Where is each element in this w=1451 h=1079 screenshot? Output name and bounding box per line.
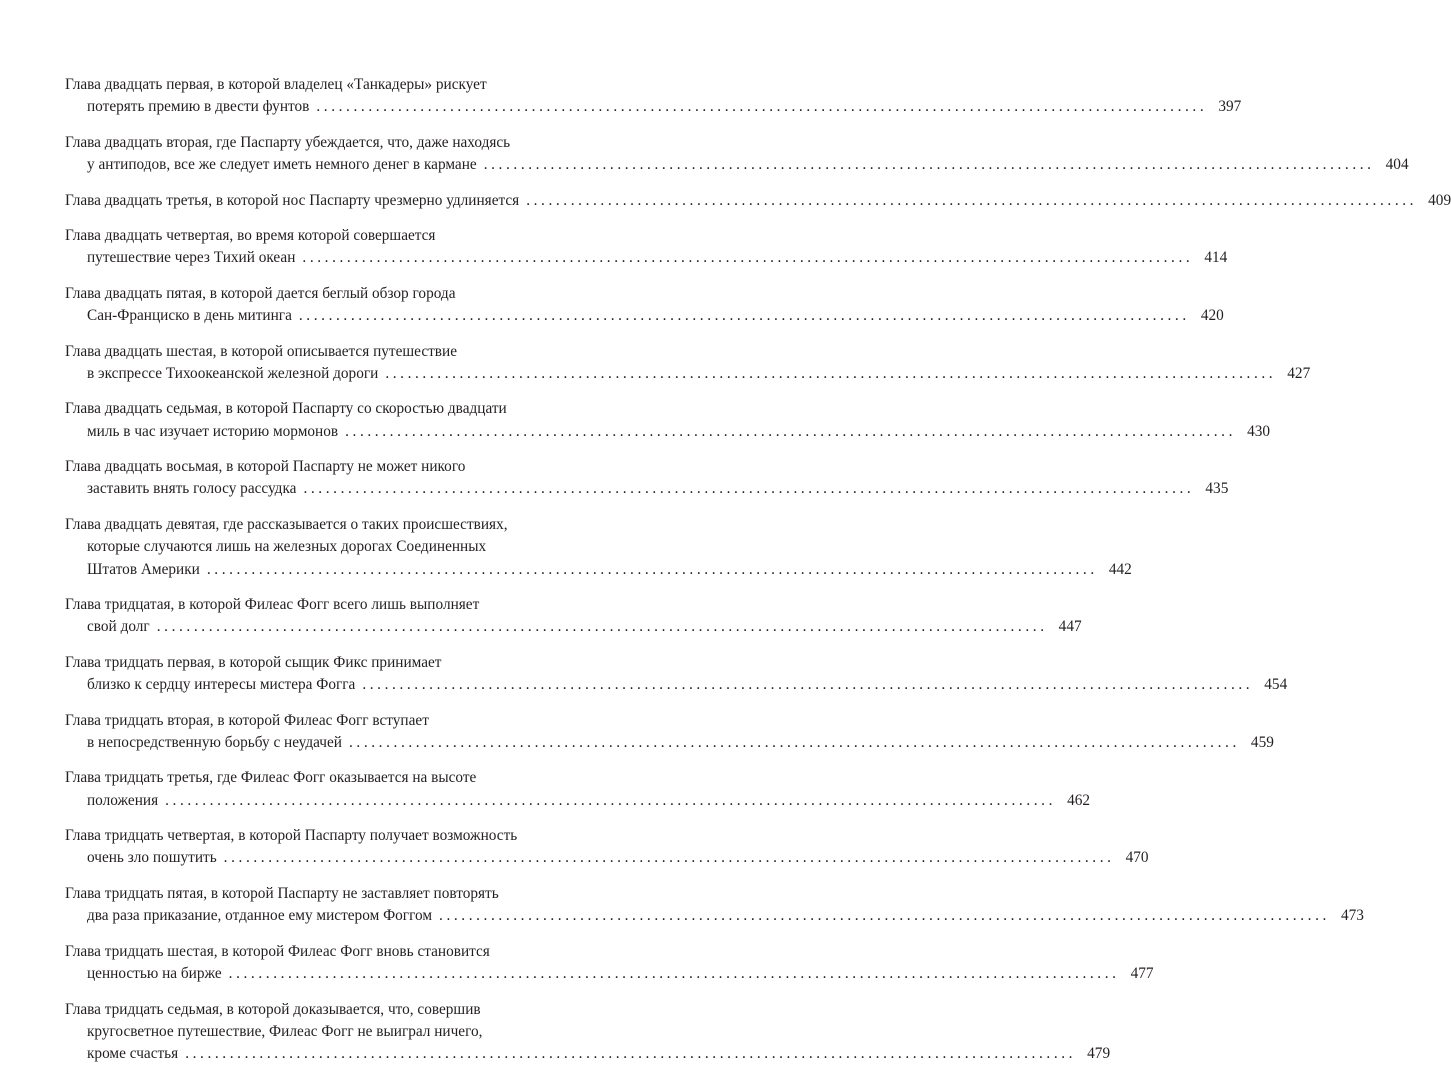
toc-entry-continuation-line [65,847,1149,869]
toc-entry-continuation-line: которые случаются лишь на железных дорогах Соединенных [87,538,487,556]
page-number: 459 [1250,733,1274,751]
toc-entry-continuation-line [65,305,1224,327]
page-number: 420 [1200,307,1224,325]
toc-entry[interactable] [65,652,1288,697]
page-number: 442 [1108,560,1132,578]
toc-entry[interactable] [65,514,1132,581]
toc-entry-title-line: Глава тридцать пятая, в которой Паспарту не заставляет повторять [65,884,499,902]
toc-entry-continuation-line [65,963,1154,985]
page-number: 447 [1058,618,1082,636]
toc-entry-continuation-line [65,96,1242,118]
toc-entry[interactable] [65,74,1242,119]
toc-entry-title-line: Глава тридцать первая, в которой сыщик Фикс принимает [65,653,442,671]
dot-leader: ........................................................................................................................ [165,791,1057,809]
toc-entry-text: положения [87,791,159,809]
toc-entry-continuation-line [65,616,1082,638]
toc-entry[interactable] [65,999,1111,1066]
toc-entry-title-line: Глава двадцать девятая, где рассказывается о таких происшествиях, [65,515,508,533]
page-number: 479 [1087,1045,1111,1063]
dot-leader: ........................................................................................................................ [206,560,1098,578]
dot-leader: ........................................................................................................................ [483,156,1375,174]
toc-entry-continuation-line [65,790,1091,812]
toc-entry-continuation-line [65,1043,1111,1065]
toc-entry-title-line: Глава двадцать четвертая, во время которой совершается [65,227,436,245]
toc-entry-title-line: Глава двадцать шестая, в которой описывается путешествие [65,342,458,360]
toc-entry-continuation-line [65,154,1409,176]
toc-entry-text: потерять премию в двести фунтов [87,98,310,116]
page-number: 462 [1067,791,1091,809]
toc-entry-title-line: Глава тридцатая, в которой Филеас Фогг всего лишь выполняет [65,596,480,614]
toc-entry-continuation-line [65,421,1271,443]
dot-leader: ........................................................................................................................ [228,965,1120,983]
page-number: 409 [1428,191,1451,209]
dot-leader: ........................................................................................................................ [185,1045,1077,1063]
dot-leader: ........................................................................................................................ [526,191,1418,209]
toc-entry-text: Глава двадцать третья, в которой нос Паспарту чрезмерно удлиняется [65,191,520,209]
dot-leader: ........................................................................................................................ [439,907,1330,925]
toc-entry-text: близко к сердцу интересы мистера Фогга [87,676,356,694]
page-number: 454 [1264,676,1288,694]
dot-leader: ........................................................................................................................ [302,249,1194,267]
toc-entry[interactable] [65,825,1149,870]
toc-entry-title-line: Глава тридцать шестая, в которой Филеас Фогг вновь становится [65,942,490,960]
page-number: 427 [1287,364,1311,382]
toc-entry[interactable] [65,594,1082,639]
toc-entry-title-line: Глава двадцать вторая, где Паспарту убеждается, что, даже находясь [65,133,511,151]
toc-entry-title-line: Глава тридцать вторая, в которой Филеас Фогг вступает [65,711,429,729]
toc-entry-continuation-line [65,363,1311,385]
toc-entry-title-line: Глава тридцать четвертая, в которой Паспарту получает возможность [65,827,518,845]
dot-leader: ........................................................................................................................ [385,364,1277,382]
toc-entry-title-line: Глава двадцать первая, в которой владелец «Танкадеры» рискует [65,76,487,93]
toc-entry[interactable] [65,341,1311,386]
dot-leader: ........................................................................................................................ [316,98,1208,116]
toc-entry-text: путешествие через Тихий океан [87,249,296,267]
table-of-contents [65,74,1451,1079]
toc-entry-text: Штатов Америки [87,560,200,578]
page-number: 470 [1125,849,1149,867]
toc-entry-title-line: Глава двадцать восьмая, в которой Паспарту не может никого [65,458,466,476]
toc-entry-continuation-line [65,247,1228,269]
toc-entry-text: миль в час изучает историю мормонов [87,422,339,440]
dot-leader: ........................................................................................................................ [156,618,1048,636]
toc-entry-text: Сан-Франциско в день митинга [87,307,292,325]
toc-entry-continuation-line [65,732,1274,754]
toc-entry[interactable] [65,710,1274,755]
toc-entry-text: в экспрессе Тихоокеанской железной дороги [87,364,379,382]
toc-entry-title-line: Глава двадцать седьмая, в которой Паспарту со скоростью двадцати [65,400,507,418]
toc-entry[interactable] [65,132,1409,177]
toc-entry[interactable] [65,190,1451,212]
toc-entry-text: два раза приказание, отданное ему мистером Фоггом [87,907,433,925]
page-number: 397 [1218,98,1242,116]
toc-entry-text: свой долг [87,618,150,636]
toc-entry[interactable] [65,398,1271,443]
page-number: 430 [1247,422,1271,440]
toc-entry-text: ценностью на бирже [87,965,222,983]
dot-leader: ........................................................................................................................ [362,676,1254,694]
toc-entry-title-line: Глава двадцать пятая, в которой дается беглый обзор города [65,284,456,302]
toc-entry[interactable] [65,941,1154,986]
page-number: 435 [1205,480,1229,498]
toc-entry-continuation-line [65,905,1364,927]
dot-leader: ........................................................................................................................ [223,849,1115,867]
page-number: 473 [1340,907,1364,925]
toc-entry-text: кроме счастья [87,1045,179,1063]
toc-entry-text: очень зло пошутить [87,849,217,867]
toc-entry[interactable] [65,283,1224,328]
toc-entry[interactable] [65,767,1091,812]
dot-leader: ........................................................................................................................ [298,307,1190,325]
toc-entry-continuation-line [65,478,1229,500]
toc-entry[interactable] [65,225,1228,270]
dot-leader: ........................................................................................................................ [348,733,1240,751]
toc-entry-title-line: Глава тридцать третья, где Филеас Фогг оказывается на высоте [65,769,477,787]
page-number: 404 [1385,156,1409,174]
dot-leader: ........................................................................................................................ [345,422,1237,440]
toc-entry[interactable] [65,456,1229,501]
toc-entry-continuation-line [65,559,1132,581]
toc-entry-text: у антиподов, все же следует иметь немного денег в кармане [87,156,477,174]
toc-entry-continuation-line [65,674,1288,696]
page-number: 477 [1130,965,1154,983]
toc-entry-title-line [65,190,1451,212]
toc-entry-text: заставить внять голосу рассудка [87,480,297,498]
page-number: 414 [1204,249,1228,267]
toc-entry-continuation-line: кругосветное путешествие, Филеас Фогг не выиграл ничего, [87,1022,483,1040]
toc-entry-title-line: Глава тридцать седьмая, в которой доказывается, что, совершив [65,1000,481,1018]
dot-leader: ........................................................................................................................ [303,480,1195,498]
toc-entry[interactable] [65,883,1364,928]
toc-entry-text: в непосредственную борьбу с неудачей [87,733,342,751]
